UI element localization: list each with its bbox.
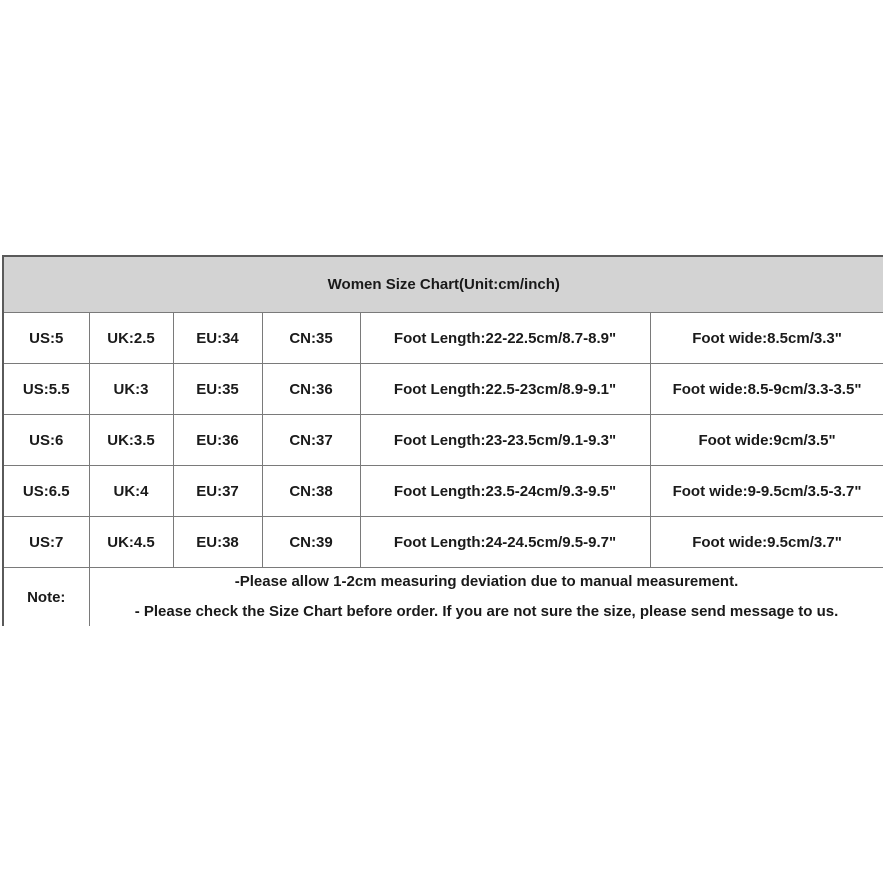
- us-size-cell: US:6: [3, 415, 89, 466]
- us-size-cell: US:7: [3, 517, 89, 568]
- note-content: [89, 568, 883, 627]
- cn-size-cell: CN:39: [262, 517, 360, 568]
- title-row: [3, 256, 883, 313]
- foot-wide-cell: Foot wide:9cm/3.5": [650, 415, 883, 466]
- us-size-cell: US:5.5: [3, 364, 89, 415]
- uk-size-cell: UK:4.5: [89, 517, 173, 568]
- table-row: [3, 364, 883, 415]
- foot-length-cell: Foot Length:24-24.5cm/9.5-9.7": [360, 517, 650, 568]
- us-size-cell: US:6.5: [3, 466, 89, 517]
- eu-size-cell: EU:38: [173, 517, 262, 568]
- eu-size-cell: EU:36: [173, 415, 262, 466]
- table-row: [3, 313, 883, 364]
- eu-size-cell: EU:35: [173, 364, 262, 415]
- table-row: [3, 466, 883, 517]
- size-chart-table: [2, 255, 883, 626]
- uk-size-cell: UK:2.5: [89, 313, 173, 364]
- foot-wide-cell: Foot wide:8.5-9cm/3.3-3.5": [650, 364, 883, 415]
- foot-wide-cell: Foot wide:9.5cm/3.7": [650, 517, 883, 568]
- note-line-deviation: -Please allow 1-2cm measuring deviation due to manual measurement.: [234, 573, 739, 590]
- table-row: [3, 517, 883, 568]
- uk-size-cell: UK:3: [89, 364, 173, 415]
- note-label: Note:: [3, 568, 89, 627]
- cn-size-cell: CN:38: [262, 466, 360, 517]
- note-line-check-chart: - Please check the Size Chart before order. If you are not sure the size, please send message to us.: [134, 603, 839, 620]
- foot-length-cell: Foot Length:22-22.5cm/8.7-8.9": [360, 313, 650, 364]
- foot-wide-cell: Foot wide:8.5cm/3.3": [650, 313, 883, 364]
- foot-length-cell: Foot Length:23-23.5cm/9.1-9.3": [360, 415, 650, 466]
- cn-size-cell: CN:36: [262, 364, 360, 415]
- uk-size-cell: UK:4: [89, 466, 173, 517]
- eu-size-cell: EU:37: [173, 466, 262, 517]
- eu-size-cell: EU:34: [173, 313, 262, 364]
- table-row: [3, 415, 883, 466]
- foot-length-cell: Foot Length:22.5-23cm/8.9-9.1": [360, 364, 650, 415]
- cn-size-cell: CN:35: [262, 313, 360, 364]
- us-size-cell: US:5: [3, 313, 89, 364]
- foot-wide-cell: Foot wide:9-9.5cm/3.5-3.7": [650, 466, 883, 517]
- note-row: [3, 568, 883, 627]
- cn-size-cell: CN:37: [262, 415, 360, 466]
- uk-size-cell: UK:3.5: [89, 415, 173, 466]
- foot-length-cell: Foot Length:23.5-24cm/9.3-9.5": [360, 466, 650, 517]
- chart-title: Women Size Chart(Unit:cm/inch): [3, 256, 883, 313]
